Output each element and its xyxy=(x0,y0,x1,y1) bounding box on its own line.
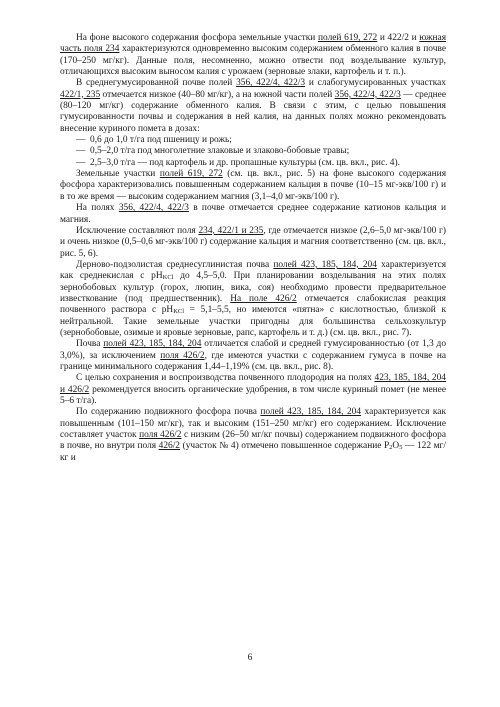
text-run: рекомендуется вносить органические удобрения, в том числе куриный помет (не менее 5–6 т/га). xyxy=(60,384,446,406)
list-dash: — xyxy=(76,146,86,157)
list-item-text xyxy=(90,158,446,169)
underlined-reference: полей 619, 272 xyxy=(317,33,378,43)
list-item xyxy=(60,135,446,146)
text-run: Земельные участки xyxy=(76,169,160,180)
text-run: с низким (26–50 мг/кг почвы) содержанием подвижного фосфора в почве, но внутри поля xyxy=(60,430,446,452)
text-run: = 5,1–5,5, но имеются «пятна» с кислотностью, близкой к нейтральной. Такие земельные участки пригодны для большинства сельхозкультур (зернобобовые, озимые и яровые зерновые, рапс, картофель и т. д.) (см. цв. вкл., рис. 7). xyxy=(60,305,446,338)
subscript: KCl xyxy=(173,308,185,316)
paragraph xyxy=(60,33,446,78)
list-dash: — xyxy=(76,135,86,146)
underlined-reference: полей 423, 185, 184, 204 xyxy=(103,339,202,350)
subscript: 2 xyxy=(389,444,393,452)
underlined-reference: 234, 422/1 и 235 xyxy=(198,225,264,236)
paragraph xyxy=(60,78,446,135)
underlined-reference: поля 426/2 xyxy=(139,430,182,441)
text-run: , где имеются участки с содержанием гумуса в почве на границе минимального содержания 1,44–1,19% (см. цв. вкл., рис. 8). xyxy=(60,350,447,372)
underlined-reference: полей 423, 185, 184, 204 xyxy=(273,259,377,270)
text-run: отличается слабой и средней гумусированностью (от 1,3 до 3,0%), за исключением xyxy=(60,339,447,361)
list-item-text xyxy=(90,135,446,146)
text-run: характеризуется как среднекислая с pH xyxy=(60,259,447,282)
text-run: 0,5–2,0 т/га под многолетние злаковые и злаково-бобовые травы; xyxy=(90,146,350,157)
text-run: (участок № 4) отмечено повышенное содержание P xyxy=(180,441,390,452)
underlined-reference: 426/2 xyxy=(158,441,180,452)
text-run: На фоне высокого содержания фосфора земельные участки xyxy=(76,33,318,43)
text-run: С целью сохранения и воспроизводства почвенного плодородия на полях xyxy=(76,373,375,384)
text-run: и слабогумусированных участках xyxy=(305,78,446,89)
list-item xyxy=(60,146,446,157)
underlined-reference: поля 426/2 xyxy=(160,350,205,361)
page-body xyxy=(60,33,446,464)
paragraph xyxy=(60,226,446,260)
underlined-reference: южная часть поля 234 xyxy=(60,33,447,55)
underlined-reference: полей 423, 185, 184, 204 xyxy=(260,407,362,418)
text-run: Исключение составляют поля xyxy=(76,225,199,236)
underlined-reference: 423, 185, 184, 204 и 426/2 xyxy=(60,373,446,395)
list-dash: — xyxy=(76,157,86,168)
subscript: 5 xyxy=(399,444,403,452)
page-number: 6 xyxy=(247,653,253,663)
list-item xyxy=(60,158,446,169)
text-run: отмечается низкое (40–80 мг/кг), а на южной части полей xyxy=(100,89,335,100)
text-run: В среднегумусированной почве полей xyxy=(76,78,237,89)
paragraph xyxy=(60,339,446,373)
text-run: Почва xyxy=(76,339,104,350)
text-run: отмечается слабокислая реакция почвенного раствора с pH xyxy=(60,293,446,316)
text-run: O xyxy=(392,441,400,452)
underlined-reference: полей 619, 272 xyxy=(159,169,223,180)
text-run: характеризуется как повышенным (101–150 мг/кг), так и высоким (151–250 мг/кг) его содержанием. Исключение составляет участок xyxy=(60,407,447,441)
text-run: Дерново-подзолистая среднесуглинистая почва xyxy=(76,259,274,270)
text-run: 2,5–3,0 т/га — под картофель и др. пропашные культуры (см. цв. вкл., рис. 4). xyxy=(90,157,400,168)
text-run: до 4,5–5,0. При планировании возделывания на этих полях зернобобовых культур (горох, люпин, вика, соя) необходимо провести предварительное известкование (под предшественник). xyxy=(60,271,447,304)
text-run: 0,6 до 1,0 т/га под пшеницу и рожь; xyxy=(90,135,232,146)
paragraph xyxy=(60,203,446,226)
text-run: По содержанию подвижного фосфора почва xyxy=(76,407,261,418)
underlined-reference: 356, 422/4, 422/3 xyxy=(118,203,189,214)
underlined-reference: 422/1, 235 xyxy=(60,89,101,100)
paragraph xyxy=(60,407,446,464)
text-run: — среднее (80–120 мг/кг) содержание обменного калия. В связи с этим, с целью повышения гумусированности почвы и содержания в ней калия, на данных полях можно рекомендовать внесение куриного помета в дозах: xyxy=(60,89,446,134)
underlined-reference: 356, 422/4, 422/3 xyxy=(334,89,401,100)
paragraph xyxy=(60,169,446,203)
paragraph xyxy=(60,373,446,407)
text-run: характеризуются одновременно высоким содержанием обменного калия в почве (170–250 мг/кг). Данные поля, несомненно, можно отвести под возделывание культур, отличающихся высоким выносом калия с урожаем (зерновые злаки, картофель и т. п.). xyxy=(60,44,447,78)
text-run: в почве отмечается среднее содержание катионов кальция и магния. xyxy=(60,203,446,225)
subscript: KCl xyxy=(162,274,174,282)
text-run: (см. цв. вкл., рис. 5) на фоне высокого содержания фосфора характеризовались повышенным содержанием кальция в почве (10–15 мг-экв/100 г) и в то же время — высоким содержанием магния (3,1–4,0 мг-экв/100 г). xyxy=(60,169,447,202)
underlined-reference: На поле 426/2 xyxy=(230,293,297,304)
text-run: , где отмечается низкое (2,6–5,0 мг-экв/100 г) и очень низкое (0,5–0,6 мг-экв/100 г) содержание кальция и магния соответственно (см. цв. вкл., рис. 5, 6). xyxy=(60,225,447,259)
paragraph xyxy=(60,260,446,339)
text-run: и 422/2 и xyxy=(377,33,420,43)
text-run: На полях xyxy=(76,203,119,214)
underlined-reference: 356, 422/4, 422/3 xyxy=(236,78,306,89)
list-item-text xyxy=(90,146,446,157)
text-run: — 122 мг/кг и xyxy=(60,441,446,463)
